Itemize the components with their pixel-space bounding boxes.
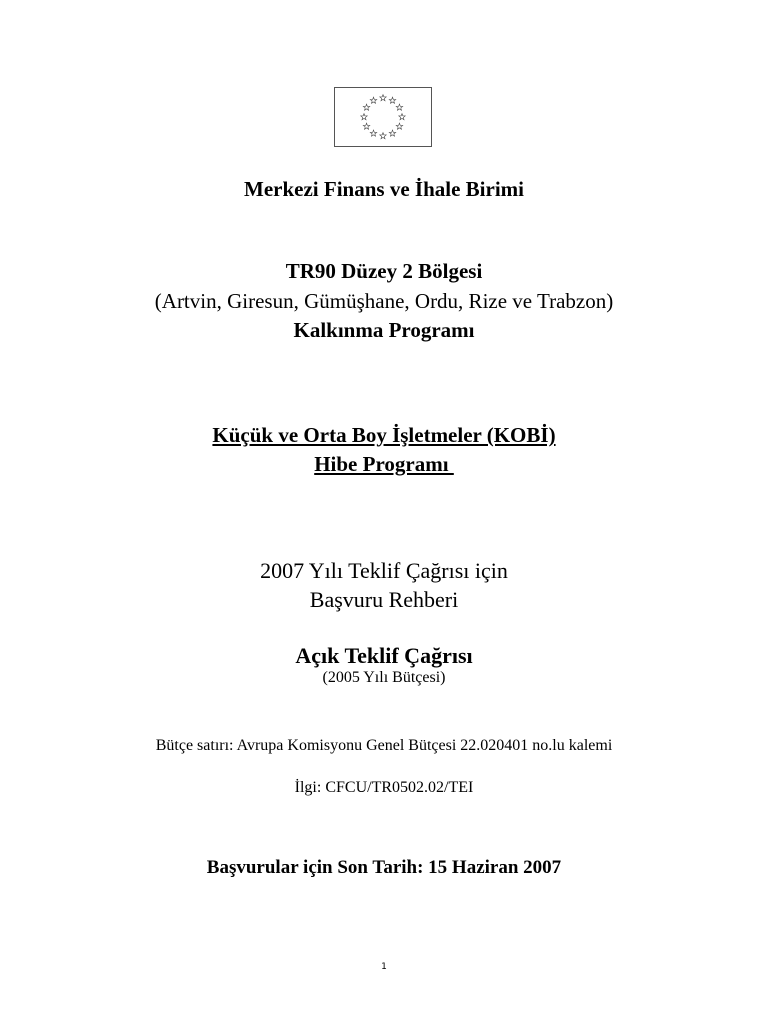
organization-title: Merkezi Finans ve İhale Birimi [244, 177, 524, 201]
flag-star-icon [363, 104, 369, 110]
flag-star-icon [389, 130, 395, 136]
flag-star-icon [361, 114, 367, 120]
provinces-line: (Artvin, Giresun, Gümüşhane, Ordu, Rize ve Trabzon) [154, 289, 614, 313]
region-title: TR90 Düzey 2 Bölgesi [285, 259, 483, 283]
deadline-text: Başvurular için Son Tarih: 15 Haziran 2007 [206, 857, 562, 878]
grant-title-line2-text: Hibe Programı [314, 452, 454, 476]
page-number: 1 [381, 962, 387, 972]
eu-flag-stars-icon [334, 87, 432, 147]
flag-star-icon [380, 133, 386, 139]
flag-star-icon [396, 104, 402, 110]
program-name: Kalkınma Programı [293, 318, 475, 342]
call-type-heading: Açık Teklif Çağrısı [295, 643, 473, 668]
flag-star-icon [370, 130, 376, 136]
grant-title-line1-text: Küçük ve Orta Boy İşletmeler (KOBİ) [212, 423, 556, 447]
grant-title-line1 [0, 423, 768, 448]
flag-star-icon [399, 114, 405, 120]
budget-year-note: (2005 Yılı Bütçesi) [322, 669, 446, 686]
guide-line: Başvuru Rehberi [309, 587, 459, 612]
flag-star-icon [380, 95, 386, 101]
flag-star-icon [396, 123, 402, 129]
flag-star-icon [363, 123, 369, 129]
grant-title-line2 [0, 452, 768, 477]
budget-line-text: Bütçe satırı: Avrupa Komisyonu Genel Bütçesi 22.020401 no.lu kalemi [155, 737, 613, 754]
reference-text: İlgi: CFCU/TR0502.02/TEI [294, 779, 474, 796]
flag-star-icon [370, 97, 376, 103]
call-year-line: 2007 Yılı Teklif Çağrısı için [260, 558, 508, 583]
flag-star-icon [389, 97, 395, 103]
